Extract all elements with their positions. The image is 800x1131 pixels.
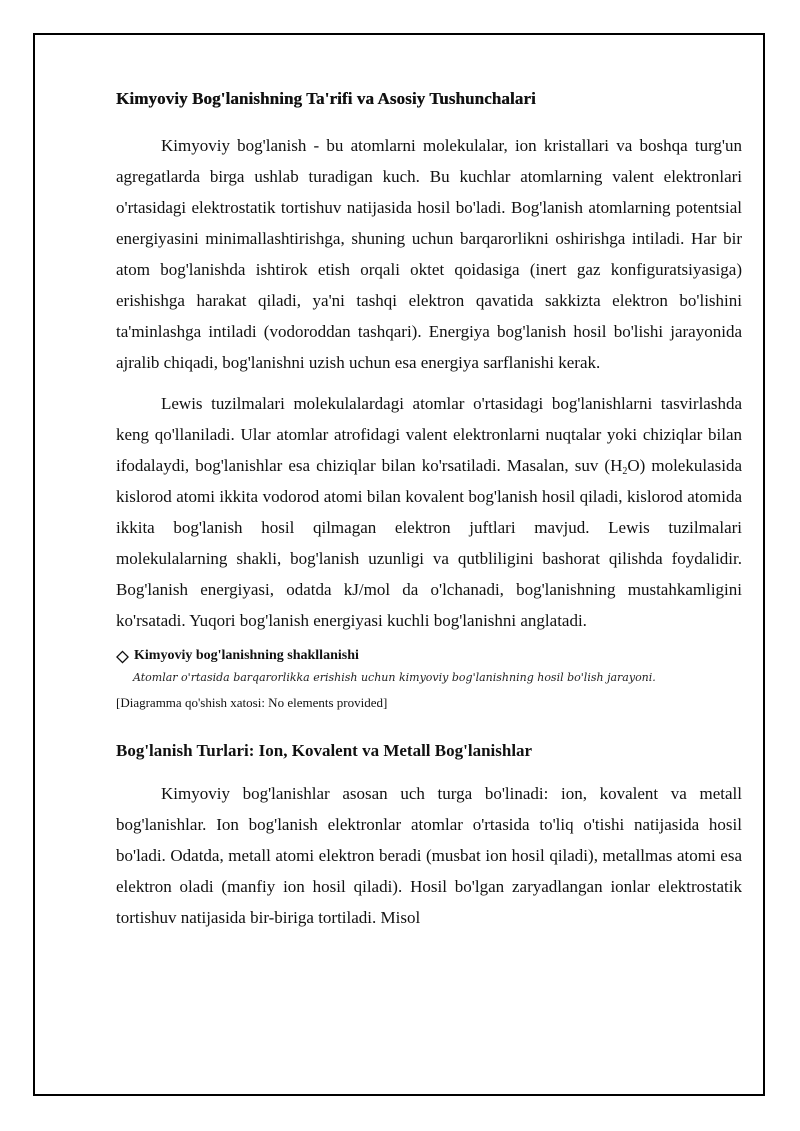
figure-title: Kimyoviy bog'lanishning shakllanishi: [134, 648, 359, 663]
figure-caption: Atomlar o'rtasida barqarorlikka erishish uchun kimyoviy bog'lanishning hosil bo'lish jarayoni.: [133, 671, 656, 684]
figure-error-message: [Diagramma qo'shish xatosi: No elements provided]: [116, 695, 388, 710]
diamond-outline-icon: [116, 650, 129, 663]
paragraph-lewis: [116, 388, 742, 636]
section-bond-types: [116, 738, 742, 933]
section-heading-definition: Kimyoviy Bog'lanishning Ta'rifi va Asosiy Tushunchalari: [116, 89, 536, 108]
paragraph-definition: Kimyoviy bog'lanish - bu atomlarni molekulalar, ion kristallari va boshqa turg'un agregatlarda birga ushlab turadigan kuch. Bu kuchlar atomlarning valent elektronlari o'rtasidagi elektrostatik tortishuv natijasida hosil bo'ladi. Bog'lanish atomlarning potentsial energiyasini minimallashtirishga, shuning uchun barqarorlikni oshirishga intiladi. Har bir atom bog'lanishda ishtirok etish orqali oktet qoidasiga (inert gaz konfiguratsiyasiga) erishishga harakat qiladi, ya'ni tashqi elektron qavatida sakkizta elektron bo'lishini ta'minlashga intiladi (vodoroddan tashqari). Energiya bog'lanish hosil bo'lishi jarayonida ajralib chiqadi, bog'lanishni uzish uchun esa energiya sarflanishi kerak.: [116, 136, 742, 372]
paragraph-lewis-text-a: Lewis tuzilmalari molekulalardagi atomlar o'rtasidagi bog'lanishlarni tasvirlashda keng qo'llaniladi. Ular atomlar atrofidagi valent elektronlarni nuqtalar yoki chiziqlar bilan ifodalaydi, bog'lanishlar esa chiziqlar bilan ko'rsatiladi. Masalan, suv (H: [116, 394, 742, 475]
section-heading-bond-types: Bog'lanish Turlari: Ion, Kovalent va Metall Bog'lanishlar: [116, 741, 533, 760]
paragraph-lewis-text-b: O) molekulasida kislorod atomi ikkita vodorod atomi bilan kovalent bog'lanish hosil qiladi, kislorod atomida ikkita bog'lanish hosil qilmagan elektron juftlari mavjud. Lewis tuzilmalari molekulalarning shakli, bog'lanish uzunligi va qutbliligini bashorat qilishda foydalidir. Bog'lanish energiyasi, odatda kJ/mol da o'lchanadi, bog'lanishning mustahkamligini ko'rsatadi. Yuqori bog'lanish energiyasi kuchli bog'lanishni anglatadi.: [116, 456, 742, 630]
subscript-2: 2: [622, 466, 628, 477]
document-body: [116, 86, 742, 943]
figure-title-row: [116, 646, 742, 666]
figure-block: [116, 646, 742, 712]
paragraph-bond-types: Kimyoviy bog'lanishlar asosan uch turga bo'linadi: ion, kovalent va metall bog'lanishlar. Ion bog'lanish elektronlar atomlar o'rtasida to'liq o'tishi natijasida hosil bo'ladi. Odatda, metall atomi elektron beradi (musbat ion hosil qiladi), metallmas atomi esa elektron oladi (manfiy ion hosil qiladi). Hosil bo'lgan zaryadlangan ionlar elektrostatik tortishuv natijasida bir-biriga tortiladi. Misol: [116, 784, 742, 927]
